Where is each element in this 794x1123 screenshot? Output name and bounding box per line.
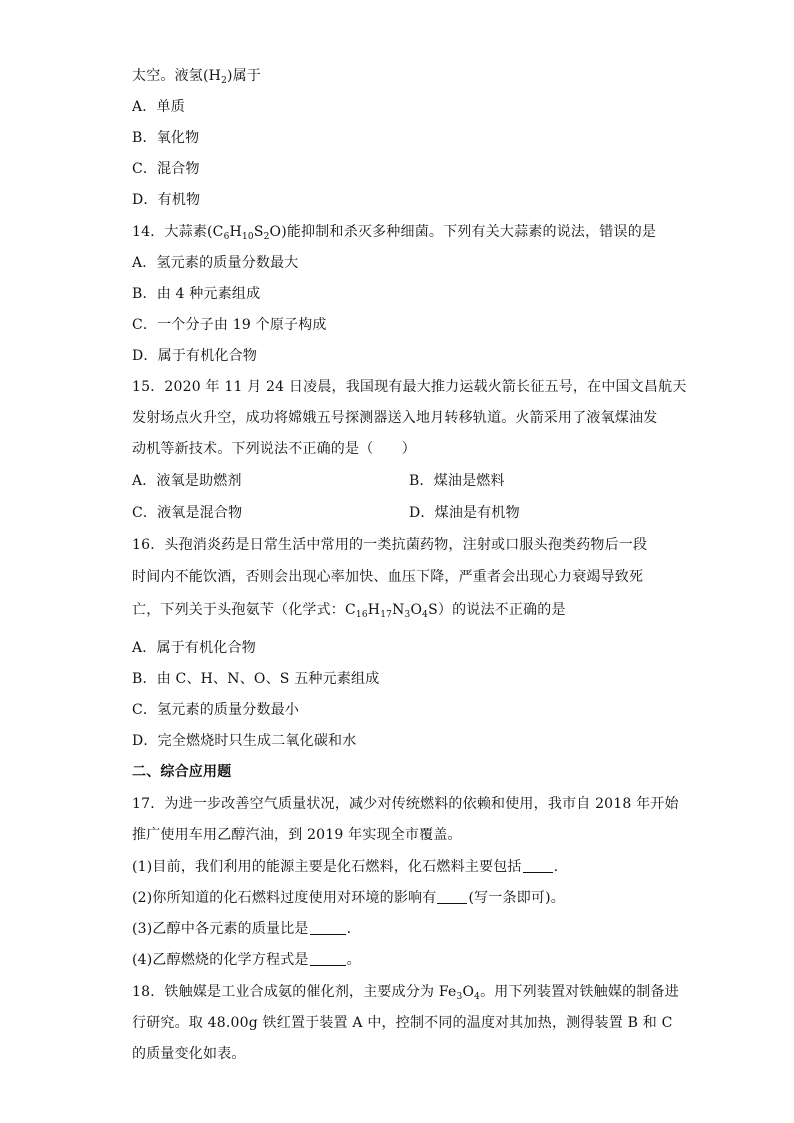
q17-sub4: (4)乙醇燃烧的化学方程式是 。: [132, 952, 361, 968]
q17-sub4-blank[interactable]: [310, 951, 346, 966]
q13-stem: 太空。液氢$(H_2)$属于: [132, 68, 262, 86]
q17-stem-line1: 17．为进一步改善空气质量状况，减少对传统燃料的依赖和使用，我市自 2018 年开始: [132, 796, 679, 812]
q17-sub2: (2)你所知道的化石燃料过度使用对环境的影响有 (写一条即可)。: [132, 890, 565, 906]
q15-option-b[interactable]: B．煤油是燃料: [409, 473, 505, 489]
q15-option-c[interactable]: C．液氧是混合物: [132, 505, 243, 521]
q13-option-c[interactable]: C．混合物: [132, 161, 200, 177]
q17-sub1: (1)目前，我们利用的能源主要是化石燃料，化石燃料主要包括 .: [132, 859, 559, 875]
q18-stem-line1: 18．铁触媒是工业合成氨的催化剂，主要成分为 $Fe_3O_4$。用下列装置对铁触媒的制备进: [132, 984, 679, 1002]
q16-option-d[interactable]: D．完全燃烧时只生成二氧化碳和水: [132, 733, 357, 749]
q15-stem-line3: 动机等新技术。下列说法不正确的是（ ）: [132, 441, 416, 457]
q15-option-d[interactable]: D．煤油是有机物: [409, 505, 520, 521]
q17-sub1-blank[interactable]: [523, 858, 553, 873]
q18-stem-line3: 的质量变化如表。: [132, 1046, 246, 1062]
q16-stem-line1: 16．头孢消炎药是日常生活中常用的一类抗菌药物，注射或口服头孢类药物后一段: [132, 537, 648, 553]
q16-stem-line2: 时间内不能饮酒，否则会出现心率加快、血压下降，严重者会出现心力衰竭导致死: [132, 569, 644, 585]
q13-option-b[interactable]: B．氧化物: [132, 130, 200, 146]
q14-option-c[interactable]: C．一个分子由 19 个原子构成: [132, 317, 327, 333]
q17-stem-line2: 推广使用车用乙醇汽油，到 2019 年实现全市覆盖。: [132, 827, 462, 843]
q17-sub3-blank[interactable]: [310, 920, 346, 935]
q17-sub2-blank[interactable]: [437, 889, 467, 904]
q15-stem-line2: 发射场点火升空，成功将嫦娥五号探测器送入地月转移轨道。火箭采用了液氧煤油发: [132, 410, 658, 426]
q16-option-b[interactable]: B．由 C、H、N、O、S 五种元素组成: [132, 671, 380, 687]
q14-option-d[interactable]: D．属于有机化合物: [132, 348, 258, 364]
q16-stem-line3: 亡，下列关于头孢氨苄（化学式：$C_{16}H_{17}N_3O_4S$）的说法不正确的是: [132, 602, 566, 620]
q13-option-d[interactable]: D．有机物: [132, 192, 201, 208]
q17-sub3: (3)乙醇中各元素的质量比是 .: [132, 921, 352, 937]
q15-option-a[interactable]: A．液氧是助燃剂: [132, 473, 242, 489]
q14-stem: 14．大蒜素$(C_6H_{10}S_2O)$能抑制和杀灭多种细菌。下列有关大蒜素的说法，错误的是: [132, 224, 657, 242]
q14-option-a[interactable]: A．氢元素的质量分数最大: [132, 255, 299, 271]
section-heading: 二、综合应用题: [132, 764, 232, 780]
q13-option-a[interactable]: A．单质: [132, 99, 185, 115]
q14-option-b[interactable]: B．由 4 种元素组成: [132, 286, 261, 302]
q18-stem-line2: 行研究。取 48.00g 铁红置于装置 A 中，控制不同的温度对其加热，测得装置 B 和 C: [132, 1015, 673, 1031]
q15-stem-line1: 15．2020 年 11 月 24 日凌晨，我国现有最大推力运载火箭长征五号，在中国文昌航天: [132, 379, 687, 395]
q16-option-a[interactable]: A．属于有机化合物: [132, 640, 256, 656]
q16-option-c[interactable]: C．氢元素的质量分数最小: [132, 702, 300, 718]
